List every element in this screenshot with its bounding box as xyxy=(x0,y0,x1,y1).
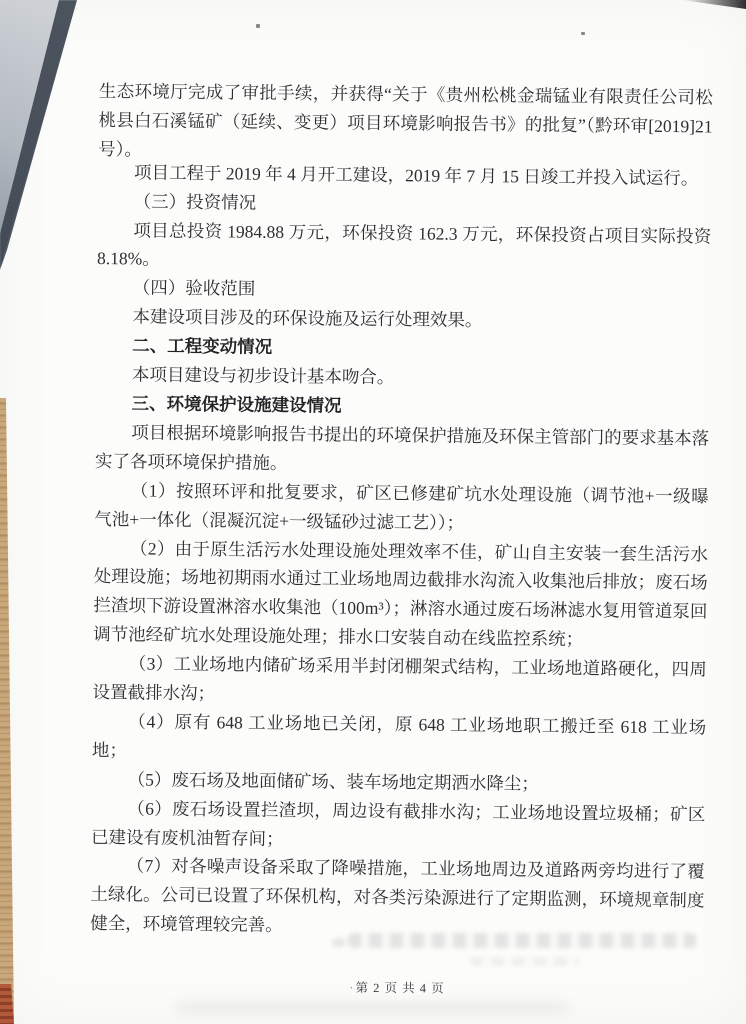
section-heading-investment: （三）投资情况 xyxy=(133,190,257,213)
ink-bleed-ghost-text xyxy=(470,957,580,966)
paragraph-item-3-ore-storage-structure: （3）工业场地内储矿场采用半封闭棚架式结构，工业场地道路硬化，四周设置截排水沟； xyxy=(92,653,707,704)
paragraph-item-5-dust-suppression: （5）废石场及地面储矿场、装车场地定期洒水降尘； xyxy=(127,769,539,794)
paragraph-project-changes: 本项目建设与初步设计基本吻合。 xyxy=(131,364,395,388)
document-body xyxy=(90,77,713,945)
section-heading-acceptance-scope: （四）验收范围 xyxy=(132,277,256,299)
paragraph-approval-reference: 生态环境厅完成了审批手续，并获得“关于《贵州松桃金瑞锰业有限责任公司松桃县白石溪锰矿（延续、变更）项目环境影响报告书》的批复”（黔环审[2019]21号）。 xyxy=(98,80,713,160)
footer-artifact-dot: · xyxy=(349,980,355,995)
scan-speck xyxy=(256,24,260,28)
paragraph-investment-figures: 项目总投资 1984.88 万元，环保投资 162.3 万元，环保投资占项目实际投资 8.18%。 xyxy=(96,219,712,270)
section-heading-project-changes: 二、工程变动情况 xyxy=(132,335,273,357)
paragraph-acceptance-scope: 本建设项目涉及的环保设施及运行处理效果。 xyxy=(132,306,483,331)
paragraph-item-6-waste-rock-dam: （6）废石场设置拦渣坝，周边设有截排水沟；工业场地设置垃圾桶；矿区已建设有废机油暂存间； xyxy=(90,797,706,849)
scan-corner-shadow-top-right xyxy=(682,0,746,9)
scan-smudge xyxy=(175,1001,570,1014)
scan-corner-shadow-top-left xyxy=(0,0,90,280)
paragraph-env-measures-overview: 项目根据环境影响报告书提出的环境保护措施及环保主管部门的要求基本落实了各项环境保护措施。 xyxy=(94,422,710,473)
desk-edge-wood-strip xyxy=(0,398,15,1024)
section-heading-env-protection-facilities: 三、环境保护设施建设情况 xyxy=(131,393,342,416)
paragraph-item-4-site-relocation: （4）原有 648 工业场地已关闭，原 648 工业场地职工搬迁至 618 工业场地； xyxy=(91,711,707,761)
page-footer xyxy=(0,975,746,998)
scan-speck xyxy=(581,32,585,35)
paragraph-item-7-noise-and-greening: （7）对各噪声设备采取了降噪措施，工业场地周边及道路两旁均进行了覆土绿化。公司已设置了环保机构，对各类污染源进行了定期监测，环境规章制度健全，环境管理较完善。 xyxy=(90,855,705,936)
page-number-label: 第 2 页 共 4 页 xyxy=(355,980,445,996)
paragraph-item-2-sewage-and-leachate: （2）由于原生活污水处理设施处理效率不佳，矿山自主安装一套生活污水处理设施；场地初期雨水通过工业场地周边截排水沟流入收集池后排放；废石场拦渣坝下游设置淋溶水收集池（100m³）；淋溶水通过废石场淋滤水复用管道泵回调节池经矿坑水处理设施处理；排水口安装自动在线监控系统； xyxy=(93,537,709,650)
paragraph-item-1-mine-water-treatment: （1）按照环评和批复要求，矿区已修建矿坑水处理设施（调节池+一级曝气池+一体化（混凝沉淀+一级锰砂过滤工艺））； xyxy=(94,480,709,533)
paragraph-construction-dates: 项目工程于 2019 年 4 月开工建设，2019 年 7 月 15 日竣工并投入试运行。 xyxy=(133,162,699,188)
